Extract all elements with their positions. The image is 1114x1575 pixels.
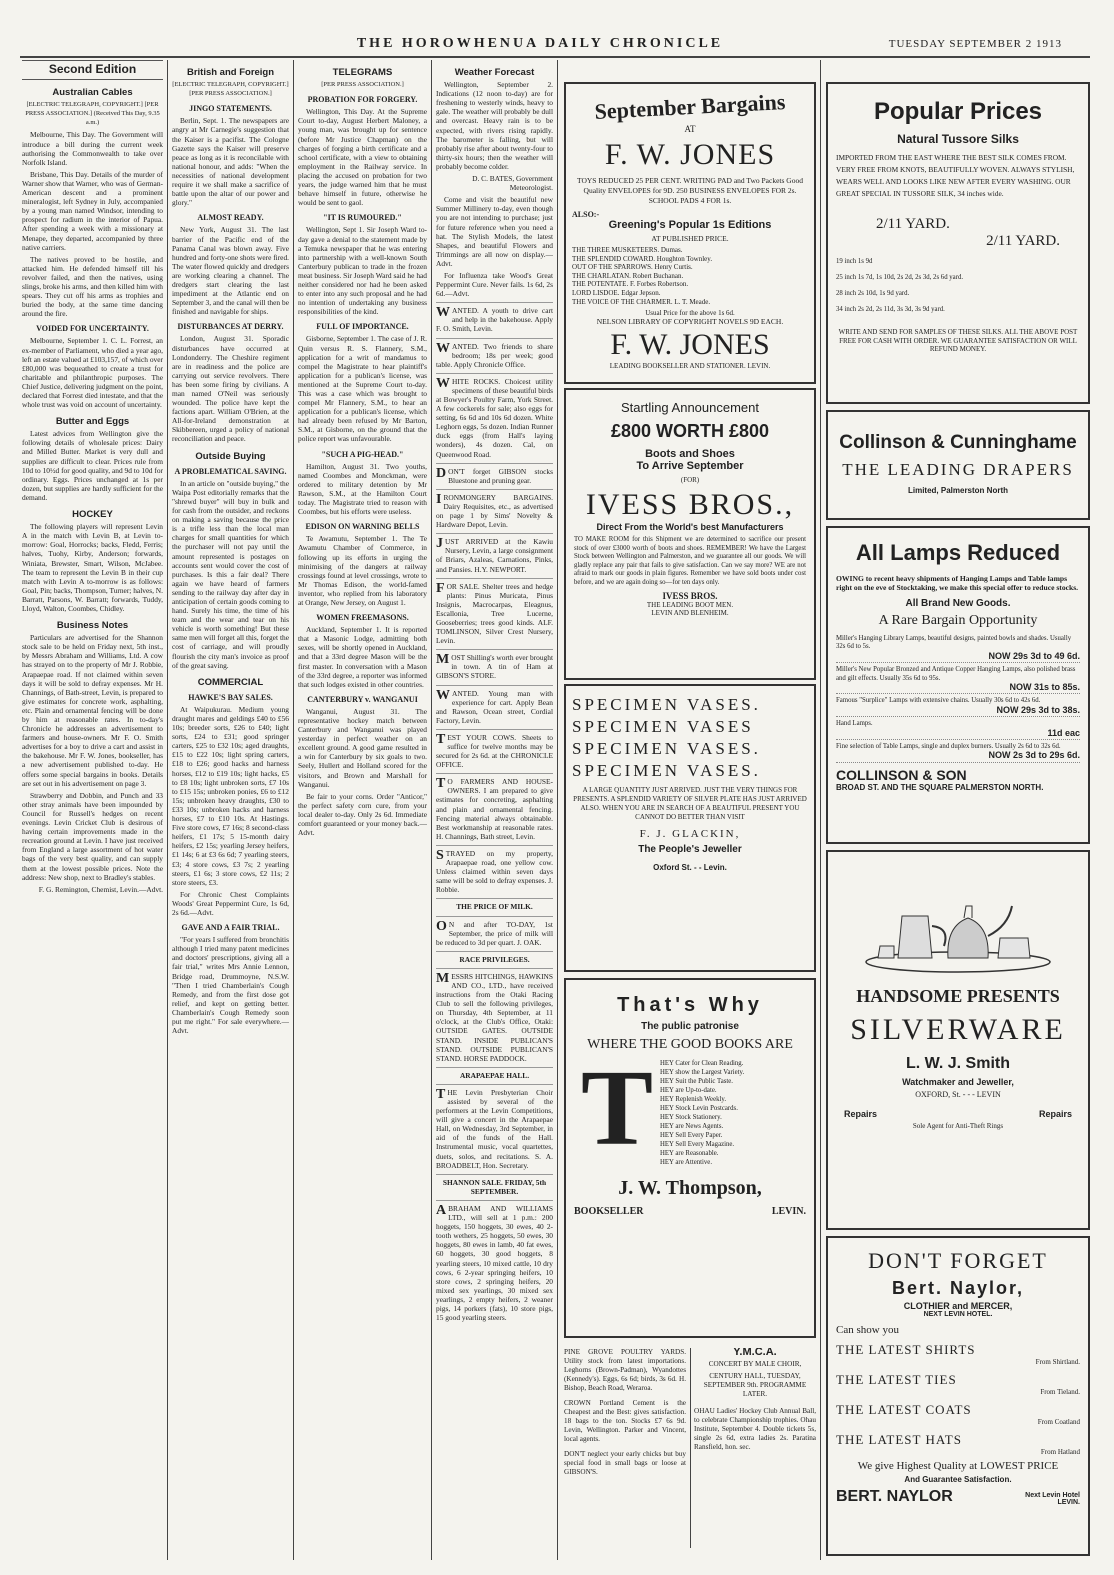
lamp-price: NOW 2s 3d to 29s 6d. (988, 750, 1080, 761)
ad-footer-left: BOOKSELLER (574, 1206, 644, 1217)
drop-cap: A (436, 1202, 447, 1218)
lamp-item (836, 666, 1080, 694)
ad-usual-price: Usual Price for the above 1s 6d. (645, 309, 735, 318)
ad-agent: Sole Agent for Anti-Theft Rings (912, 1122, 1004, 1130)
article-paragraph: In an article on "outside buying," the Waipa Post editorially remarks that the "shrewd buyer" will buy in bulk and for cash from the outsider, and reckons on making a saving because the price is a trifle less than the local man charges for small quantities for which the purchaser will not pay until the amount represented is postages on accounts sent would cover the cost of purchases. Is this a fair deal? There again we have heard of farmers sending to the railway day after day in anticipation of certain goods coming to hand. Surely his time, the time of his team and the wear and tear on his vehicle is worth something! But these same men will forget all this, forget the cost of carriage, and will proudly flourish the city man's invoice as proof of the great saving. (172, 478, 289, 670)
ad-rare: A Rare Bargain Opportunity (878, 613, 1038, 628)
classified-ad (436, 649, 553, 680)
article-paragraph: Wellington, Sept 1. Sir Joseph Ward to-day gave a denial to the statement made by a Temuka newspaper that he was entering into partnership with a well-known South Canterbury publican to trade in the frozen meat business. Sir Joseph Ward said he had neither considered nor had he been asked to enter into any such proposal and he had no intention of undertaking any business responsibilities of the kind. (298, 225, 427, 317)
feature-item: HEY are Attentive. (660, 1159, 713, 1166)
lamp-desc: Miller's New Popular Bronzed and Antique Copper Hanging Lamps, also polished brass and gilt effects. Usually 35s 6d to 95s. (836, 666, 1076, 682)
ad-price-note: AT PUBLISHED PRICE. (651, 234, 729, 243)
newspaper-title: THE HOROWHENUA DAILY CHRONICLE (356, 36, 724, 51)
lamp-item (836, 743, 1080, 763)
ad-footer: WRITE AND SEND FOR SAMPLES OF THESE SILKS. ALL THE ABOVE POST FREE FOR CASH WITH ORDER. WE GUARANTEE SATISFACTION OR WILL REFUND MONEY. (838, 328, 1078, 354)
ad-trade: Watchmaker and Jeweller, (902, 1077, 1014, 1087)
vase-line: SPECIMEN VASES. (572, 739, 761, 758)
lamp-desc: Famous "Surplice" Lamps with extensive chains. Usually 30s 6d to 42s 6d. (836, 697, 1041, 705)
ymca-body: CENTURY HALL, TUESDAY, SEPTEMBER 9th. PROGRAMME LATER. (703, 1372, 807, 1398)
article-paragraph: Gisborne, September 1. The case of J. R. Quin versus R. S. Flannery, S.M., application for a writ of mandamus to compel the Magistrate to hear plaintiff's application for a publican's license, was mentioned at the Supreme Court to-day. This was a case which was brought to compel Mr Flannery, S.M., to hear an application for a publican's license, which had already been refused by Mr Barton, S.M., at Gisborne, on the ground that the police report was unfavourable. (298, 334, 427, 444)
article-paragraph: For Chronic Chest Complaints Woods' Great Peppermint Cure, 1s 6d, 2s 6d.—Advt. (172, 889, 289, 917)
classified-heading: SHANNON SALE. FRIDAY, 5th SEPTEMBER. (442, 1177, 547, 1196)
classified-text: HE Levin Presbyterian Choir assisted by several of the performers at the Levin Competitions, will give a concert in the Arapaepae Hall, on Wednesday, 3rd September, in aid of the funds of the Hall. Instrumental music, vocal quartettes, duets, solos, and recitations. S. A. BROADBELT, Hon. Secretary. (436, 1087, 553, 1170)
subheading: "SUCH A PIG-HEAD." (321, 449, 404, 459)
ad-name: L. W. J. Smith (905, 1055, 1010, 1072)
ad-name: IVESS BROS., (585, 488, 795, 521)
classified-ad (436, 729, 553, 769)
naylor-item-label: THE LATEST COATS (836, 1402, 972, 1417)
lamp-desc: Hand Lamps. (836, 720, 873, 728)
book-title: THE SPLENDID COWARD. Houghton Townley. (572, 254, 713, 263)
repairs-row (836, 1109, 1080, 1119)
ad-intro: OWING to recent heavy shipments of Hanging Lamps and Table lamps right on the eve of Stocktaking, we make this special offer to reduce stocks. (836, 574, 1079, 592)
drop-cap: W (436, 340, 450, 356)
rate-list (836, 254, 1080, 318)
silverware-illustration (858, 866, 1058, 976)
article-paragraph: Hamilton, August 31. Two youths, named Coombes and Monckman, were ordered to military detention by Mr Rawson, S.M., at the Hamilton Court today. The Magistrate tried to reason with Coombes, but his efforts were useless. (298, 461, 427, 517)
ad-heading: DON'T FORGET (868, 1248, 1048, 1273)
classified-heading: RACE PRIVILEGES. (459, 954, 530, 964)
subheading: ALMOST READY. (197, 213, 264, 223)
ad-show: Can show you (836, 1324, 899, 1336)
rate-item: 34 inch 2s 2d, 2s 11d, 3s 3d, 3s 9d yard. (836, 306, 945, 313)
drop-cap: D (436, 465, 447, 481)
book-title: LORD LISDOE. Edgar Jepson. (572, 288, 661, 297)
article-paragraph: "For years I suffered from bronchitis although I tried many patent medicines and doctors' prescriptions, giving all a fair trial," writes Mrs Annie Lennon, Bridge road, Drummoyne, N.S.W. "Then I tried Chamberlain's Cough Remedy, and from the first dose got relief, and kept on getting better. Chamberlain's Cough Remedy soon put me right." For sale everywhere.—Advt. (172, 935, 289, 1036)
subheading: WOMEN FREEMASONS. (316, 613, 409, 623)
ad-name: F. J. GLACKIN, (639, 828, 741, 840)
subheading: HAWKE'S BAY SALES. (188, 692, 273, 702)
section-heading: British and Foreign (186, 67, 275, 78)
classified-ad (436, 845, 553, 894)
ad-heading: HANDSOME PRESENTS (856, 986, 1060, 1006)
source-line: [ELECTRIC TELEGRAPH, COPYRIGHT.] [PER PRESS ASSOCIATION.] (172, 81, 289, 98)
naylor-item (836, 1372, 1080, 1396)
book-title: OUT OF THE SPARROWS. Henry Curtis. (572, 263, 693, 272)
drop-cap: O (436, 918, 447, 934)
classified-text: ANTED. Young man with experience for cart. Apply Bean and Rawson, Ocean street, Cordial Factory, Levin. (436, 688, 553, 725)
column-rule (431, 60, 432, 1560)
section-heading: Weather Forecast (454, 67, 535, 78)
ad-worth: £800 WORTH £800 (610, 421, 770, 441)
ad-fw-jones (564, 82, 816, 384)
article-paragraph: Particulars are advertised for the Shannon stock sale to be held on Friday next, 5th inst., by Messrs Abraham and Williams, Ltd. A cow has strayed on to the property of Mr J. Robbie, Arapaepae road. If not claimed within seven days it will be sold to defray expenses. Mr H. Channings, of Bath-street, Levin, is prepared to give estimates for concrete work, asphalting, etc. Plain and ornamental fencing will be done by him at reasonable rates. In to-day's Chronicle he addresses an advertisement to farmers and house-owners. Mr F. O. Smith advertises for a boy to drive a cart and assist in the bakehouse. Mr F. W. Jones, bookseller, has a new advertisement published to-day. He offers some special bargains in books. Details are set out in his advertisement on page 3. (22, 633, 163, 788)
ad-collinson-cunninghame (826, 410, 1090, 520)
classified-ad (436, 1200, 553, 1322)
feature-item: HEY are Reasonable. (660, 1150, 719, 1157)
ad-trade: CLOTHIER and MERCER, (903, 1301, 1013, 1311)
classified-text: EST YOUR COWS. Sheets to suffice for twelve months may be secured for 2s 6d. at the CHRONICLE OFFICE. (436, 732, 553, 770)
ad-line: Boots and Shoes (645, 448, 735, 460)
classified-ad (436, 578, 553, 646)
article-paragraph: The following players will represent Levin A in the match with Levin B, at Levin to-morrow: Goal, Horrocks; backs, Fledd, Ferris; halves, Tuohy, Kirby, Anderson; forwards, Winiata, Brewster, Smart, Wilson, McJabee. The team to represent the Levin B in their cup match with Levin A to-morrow is as follows: Goal, Pin; backs, Thompson, Turner; halves, N. Barratt, Parsons, W. Barratt; forwards, Tuddy, Lloyd, Walton, Coombes, Chidley. (22, 522, 163, 613)
rate-item: 19 inch 1s 9d (836, 258, 873, 265)
drop-cap: M (436, 652, 450, 668)
bottom-ads-left (564, 1348, 686, 1548)
ad-place: Limited, Palmerston North (907, 486, 1008, 495)
classified-text: UST ARRIVED at the Kawiu Nursery, Levin, a large consignment of Briars, Azaleas, Carnations, Pinks, and Pansies. H.Y. NEWPORT. (436, 537, 553, 574)
ad-footer (574, 1206, 806, 1217)
lamp-price: NOW 29s 3d to 38s. (996, 704, 1080, 715)
article-paragraph: Brisbane, This Day. Details of the murder of Warner show that Warner, who was of German-American descent and a prominent mineralogist, left Sydney in July, accompanied by a young man named Windsor, intending to prospect for radium in the interior of Papua. After spending a week with a missionary at Menape, they departed, accompanied by three native carriers. (22, 169, 163, 252)
subheading: JINGO STATEMENTS. (189, 104, 272, 114)
classified-text: TRAYED on my property, Arapaepae road, one yellow cow. Unless claimed within seven days same will be sold to defray expenses. J. Robbie. (436, 848, 553, 895)
edition-banner (22, 60, 163, 80)
ad-lamps (826, 526, 1090, 844)
classified-ad (436, 373, 553, 459)
classified-ad (436, 1174, 553, 1196)
ad-naylor (826, 1236, 1090, 1556)
ad-footer-name: BERT. NAYLOR (836, 1488, 953, 1505)
ad-name: F. W. JONES (604, 138, 776, 171)
article-paragraph: The natives proved to be hostile, and attacked him. He defended himself till his revolver failed, and then the natives, using slings, broke his arms, and then killed him with spears. They cut off his arms as trophies and buried the body, at the same time dancing around the fire. (22, 254, 163, 319)
article-paragraph: For Influenza take Wood's Great Peppermint Cure. Never fails. 1s 6d, 2s 6d.—Advt. (436, 270, 553, 299)
classified-ad (436, 489, 553, 529)
article-paragraph: Te Awamutu, September 1. The Te Awamutu Chamber of Commerce, in following up its efforts in urging the minimising of the dangers at railway crossings found at level crossings, wrote to Mr Thomas Edison, the world-famed inventor, who replied from his laboratory at Orange, New Jersey, on August 1. (298, 534, 427, 607)
ad-heading: That's Why (617, 994, 763, 1016)
column-rule (557, 60, 558, 1560)
classified-ad (436, 898, 553, 911)
article-paragraph: Berlin, Sept. 1. The newspapers are angry at Mr Carnegie's suggestion that the Kaiser is a pacifist. The Cologne Gazette says the Kaiser will preserve peace as long as it is reconcilable with national honour, and adds: "When the necessities of national development require it we shall make a sacrifice of battle upon the altar of our power and glory." (172, 116, 289, 208)
classified-text: HITE ROCKS. Choicest utility specimens of these beautiful birds at Bowyer's Poultry Farm, York Street. A few cockerels for sale; also eggs for setting, 6s 6d and 10s 6d dozen. White Leghorn eggs, 5s dozen. Indian Runner duck eggs (from Hall's laying wonders), 4s dozen. Cal, on Queenwood Road. (436, 376, 553, 459)
lamp-desc: Fine selection of Table Lamps, single and duplex burners. Usually 2s 6d to 32s 6d. (836, 743, 1061, 751)
classified-ad (436, 463, 553, 485)
drop-cap: T (436, 776, 446, 792)
repairs-right: Repairs (1038, 1109, 1072, 1119)
ad-for: (FOR) (680, 476, 700, 484)
article-paragraph: Wellington, This Day. At the Supreme Court to-day, August Herbert Maloney, a young man, was brought up for sentence (before Mr Justice Chapman) on the charges of forging a birth certificate and a school certificate, with a view to obtaining employment in the Railway service. In placing the accused on probation for two years, the judge warned him that he must behave himself in future, otherwise he would be sent to gaol. (298, 107, 427, 208)
subheading: CANTERBURY v. WANGANUI (307, 694, 418, 704)
drop-cap: S (436, 847, 444, 863)
ad-where: WHERE THE GOOD BOOKS ARE (587, 1037, 793, 1052)
column-4 (436, 60, 553, 1560)
classified-ad (436, 338, 553, 369)
cables-heading: Australian Cables (52, 87, 133, 99)
ad-body: TO MAKE ROOM for this Shipment we are determined to sacrifice our present stock of over £3000 worth of boots and shoes. REMEMBER! We have the Largest Stock between Wellington and Palmerston, and we guarantee all our goods. We will gladly replace any pair that fails to give satisfaction. Can we say more? WE are not afraid to mark our goods in plain figures. Remember we have sold boots under cost before, and we are again doing so—for ten days only. (574, 536, 806, 586)
drop-cap: W (436, 375, 450, 391)
ad-sub: THE LEADING BOOT MEN. (646, 600, 734, 609)
article-paragraph: Come and visit the beautiful new Summer Millinery to-day, even though you are not intending to purchase; just for future reference when you need a hat. The Stylish Models, the latest Shapes, and beautiful Flowers and Trimmings are all now on display.—Advt. (436, 195, 553, 268)
ad-heading: Popular Prices (873, 98, 1043, 125)
classified-heading: THE PRICE OF MILK. (456, 902, 533, 912)
article-paragraph: Melbourne, September 1. C. L. Forrest, an ex-member of Parliament, who died a year ago, left an estate valued at £103,157, of which over £80,000 was bequeathed to create a trust for charitable and philanthropic purposes. The Chief Justice, delivering judgment on the point, declared that Forrest died intestate, and that the whole trust was void on account of uncertainty. (22, 336, 163, 410)
article-paragraph: Wanganui, August 31. The representative hockey match between Canterbury and Wanganui was played yesterday in perfect weather on an excellent ground. A good game resulted in a win for Canterbury by six goals to two. Seely, Hullert and Holland scored for the visitors, and Brown and Marshall for Wanganui. (298, 706, 427, 789)
ad-heading: Startling Announcement (620, 400, 760, 415)
lamp-price: 11d eac (1047, 727, 1080, 738)
classified-heading: ARAPAEPAE HALL. (459, 1070, 530, 1080)
feature-item: HEY Suit the Public Taste. (660, 1078, 733, 1085)
ad-price: 2/11 YARD. (876, 216, 950, 232)
ymca-sub: CONCERT BY MALE CHOIR, (708, 1360, 802, 1368)
ad-also: ALSO:- (572, 210, 600, 219)
vase-line: SPECIMEN VASES (572, 717, 754, 736)
business-heading: Business Notes (56, 620, 129, 632)
classified-ad (436, 916, 553, 947)
classified-text: OR SALE. Shelter trees and hedge plants: Pinus Muricata, Pinus Insignis, Macrocarpas, Eleagnus, Escallonia, Tree Lucerne, Gooseberries; trees good kinds. ALF. TOMLINSON, Silver Crest Nursery, Levin. (436, 581, 553, 646)
column-2 (172, 60, 289, 1560)
subheading: GAVE AND A FAIR TRIAL. (181, 923, 280, 933)
lamp-desc: Miller's Hanging Library Lamps, beautiful designs, painted bowls and shades. Usually 32s 6d to 5s. (836, 635, 1072, 651)
column-1 (22, 60, 163, 1560)
article-signature: D. C. BATES, Government Meteorologist. (472, 174, 553, 193)
article-paragraph: Latest advices from Wellington give the following details of wholesale prices: Dairy and Milled Butter. Market is very dull and supplies are difficult to clear. Prices rule from 10d to 10½d for good quality, and 9d to 10d for ordinary. Eggs. Prices unchanged at 1s per dozen, but supplies are hardly sufficient for the demand. (22, 429, 163, 502)
naylor-item-label: THE LATEST SHIRTS (836, 1342, 976, 1357)
repairs-left: Repairs (844, 1109, 878, 1119)
ad-quality: We give Highest Quality at LOWEST PRICE (857, 1460, 1059, 1472)
article-paragraph: Be fair to your corns. Order "Anticor," the perfect safety corn cure, from your local dealer to-day. Only 2s 6d. Immediate comfort guaranteed or your money back.—Advt. (298, 791, 427, 838)
ad-patronise: The public patronise (641, 1021, 739, 1032)
ad-heading2: SILVERWARE (850, 1013, 1066, 1046)
classified-text: OST Shilling's worth ever brought in town. A tin of Ham at GIBSON'S STORE. (436, 653, 553, 681)
drop-cap: I (436, 491, 442, 507)
article-paragraph: Strawberry and Dobbin, and Punch and 33 other stray animals have been impounded by Council for Russell's hedges on recent evenings. Levin Cricket Club is desirous of having certain improvements made in the recreation ground at Levin. I have just received from England a large assortment of hot water bags of the very best quality, and can supply them at the lowest possible prices. Note the address: New shop, next to Bradley's stables. (22, 790, 163, 882)
ad-paragraph: PINE GROVE POULTRY YARDS. Utility stock from latest importations. Leghorns (Brown-Padman), Wyandottes (Kennedy's). Eggs, 6s 6d; birds, 3s 6d. H. Bishop, Beach Road, Weraroa. (564, 1348, 686, 1392)
classified-ad (436, 968, 553, 1063)
ad-line: To Arrive September (636, 460, 744, 472)
vase-line: SPECIMEN VASES. (572, 761, 761, 780)
ad-paragraph: DON'T neglect your early chicks but buy special food in small bags or loose at GIBSON'S. (564, 1450, 686, 1476)
butter-heading: Butter and Eggs (55, 416, 130, 428)
naylor-item-label: THE LATEST TIES (836, 1372, 957, 1387)
feature-item: HEY are Up-to-date. (660, 1087, 717, 1094)
ad-footer-loc: Next Levin Hotel LEVIN. (1025, 1492, 1080, 1506)
drop-cap: T (436, 731, 446, 747)
article-paragraph: Auckland, September 1. It is reported that a Masonic Lodge, admitting both sexes, will be shortly opened in Auckland, and that a 33rd degree Mason will be the first master. In conversation with a Mason of the 33rd degree, a reporter was informed that such lodges existed in other countries. (298, 625, 427, 689)
ad-glackin (564, 684, 816, 972)
classified-text: O FARMERS AND HOUSE-OWNERS. I am prepared to give estimates for concreting, asphalting and plain and ornamental fencing. Fencing material always obtainable. Best workmanship at reasonable rates. H. Channings, Bath street, Levin. (436, 777, 553, 841)
rate-item: 25 inch 1s 7d, 1s 10d, 2s 2d, 2s 3d, 2s 6d yard. (836, 274, 964, 281)
naylor-item (836, 1402, 1080, 1426)
vase-line: SPECIMEN VASES. (572, 695, 761, 714)
classified-text: ON'T forget GIBSON stocks Bluestone and pruning gear. (448, 466, 553, 485)
article-paragraph: London, August 31. Sporadic disturbances have occurred at Londonderry. The Cheshire regiment are in readiness and the police are carrying out service revolvers. There has been some firing by civilians. A man named O'Neil was seriously wounded. The police have kept the factions apart. William O'Brien, at the All-for-Ireland demonstration at Skibbereen, urged a policy of national reconciliation and peace. (172, 334, 289, 444)
naylor-item (836, 1432, 1080, 1456)
vase-lines (572, 694, 808, 782)
ad-direct: Direct From the World's best Manufacturers (596, 522, 784, 532)
ad-address: Oxford St. - - Levin. (653, 863, 727, 872)
ad-tag: THE LEADING DRAPERS (842, 460, 1074, 479)
ad-ivess-bros (564, 388, 816, 680)
lamp-item (836, 720, 1080, 740)
ad-sign: IVESS BROS. (662, 590, 718, 601)
feature-item: HEY Cater for Clean Reading. (660, 1060, 744, 1067)
feature-item: HEY Stock Levin Postcards. (660, 1105, 738, 1112)
signature: F. G. Remington, Chemist, Levin.—Advt. (38, 884, 163, 894)
ad-sub: Natural Tussore Silks (897, 132, 1019, 146)
classified-text: ANTED. A youth to drive cart and help in the bakehouse. Apply F. O. Smith, Levin. (436, 306, 553, 334)
classified-ad (436, 951, 553, 964)
book-title: THE POTENTATE. F. Forbes Robertson. (572, 280, 689, 289)
ad-brand: All Brand New Goods. (905, 598, 1011, 609)
ad-thompson (564, 978, 816, 1338)
subheading: EDISON ON WARNING BELLS (305, 522, 420, 532)
ad-address: BROAD ST. AND THE SQUARE PALMERSTON NORTH. (836, 782, 1044, 792)
ad-paragraph: OHAU Ladies' Hockey Club Annual Ball, to celebrate Championship trophies. Ohau Institute, September 4. Double tickets 5s, single 2s 6d, extra ladies 2s. Paratina Ransfield, hon. sec. (694, 1407, 816, 1451)
subheading: DISTURBANCES AT DERRY. (177, 322, 284, 332)
classified-text: ANTED. Two friends to share bedroom; 18s per week; good table. Apply Chronicle Office. (436, 341, 553, 369)
classified-ad (436, 1084, 553, 1170)
naylor-item-from: From Hatland (1040, 1448, 1080, 1456)
ad-place: LEVIN AND BLENHEIM. (651, 608, 729, 617)
masthead-rule (20, 56, 1090, 58)
drop-cap: T (580, 1049, 654, 1168)
cables-source: [ELECTRIC TELEGRAPH, COPYRIGHT.] [PER PRESS ASSOCIATION.] (Received This Day, 9.35 a.m.) (25, 101, 160, 127)
naylor-item-label: THE LATEST HATS (836, 1432, 962, 1447)
lamp-price: NOW 29s 3d to 49 6d. (988, 650, 1080, 661)
lamp-price: NOW 31s to 85s. (1009, 682, 1080, 693)
ad-body: A LARGE QUANTITY JUST ARRIVED. JUST THE VERY THINGS FOR PRESENTS. A SPLENDID VARIETY OF SILVER PLATE HAS JUST ARRIVED ALSO. WHEN YOU ARE IN SEARCH OF A BEAUTIFUL PRESENT YOU CANNOT DO BETTER THAN VISIT (573, 786, 807, 821)
ad-name: Bert. Naylor, (891, 1278, 1025, 1298)
drop-cap: W (436, 687, 450, 703)
naylor-item-from: From Shirtland. (1035, 1358, 1080, 1366)
book-list (572, 246, 808, 306)
edition-heading: Second Edition (48, 62, 137, 76)
subheading: A PROBLEMATICAL SAVING. (174, 466, 287, 476)
ad-paragraph: CROWN Portland Cement is the Cheapest and the Best: gives satisfaction. 18 bags to the ton. Stocks £7 6s 9d. Levin, Wellington. Parker and Vincent, local agents. (564, 1399, 686, 1443)
ad-body: IMPORTED FROM THE EAST WHERE THE BEST SILK COMES FROM. VERY FREE FROM KNOTS, BEAUTIFULLY WOVEN. ALWAYS STYLISH, WEARS WELL AND LOOKS LIKE NEW AFTER EVERY WASHING. OUR GREAT SPECIAL IN TUSSORE SILK, 34 inches wide. (836, 153, 1075, 198)
feature-item: HEY Stock Stationery. (660, 1114, 722, 1121)
classified-text: RONMONGERY BARGAINS. Dairy Requisites, etc., as advertised on page 1 by Sims' Novelty & Hardware Depot, Levin. (436, 492, 553, 530)
feature-item: HEY Replenish Weekly. (660, 1096, 727, 1103)
subheading: PROBATION FOR FORGERY. (307, 95, 418, 105)
ad-at: AT (684, 124, 696, 134)
article-paragraph: Melbourne, This Day. The Government will introduce a bill during the current week authorising the Commonwealth to take over Norfolk Island. (22, 130, 163, 167)
hockey-heading: HOCKEY (72, 509, 113, 521)
ad-firm: COLLINSON & SON (836, 766, 967, 783)
feature-list (660, 1059, 744, 1167)
ad-name: Collinson & Cunninghame (839, 432, 1077, 453)
classified-ad (436, 685, 553, 725)
naylor-item (836, 1342, 1080, 1366)
ad-guarantee: And Guarantee Satisfaction. (904, 1475, 1012, 1484)
ad-subheading: Greening's Popular 1s Editions (608, 219, 772, 231)
drop-cap: F (436, 580, 445, 596)
ad-heading: All Lamps Reduced (855, 540, 1061, 565)
naylor-list (836, 1342, 1080, 1456)
bottom-ads-right (694, 1348, 816, 1548)
drop-cap: W (436, 305, 450, 321)
book-title: THE THREE MUSKETEERS. Dumas. (572, 246, 683, 254)
drop-cap: M (436, 970, 450, 986)
feature-item: HEY show the Largest Variety. (660, 1069, 745, 1076)
drop-cap: J (436, 536, 443, 552)
ad-address: OXFORD, St. - - - LEVIN (915, 1090, 1001, 1099)
article-paragraph: Wellington, September 2. Indications (12 noon to-day) are for freshening to westerly winds, heavy to gale. The weather will probably be dull and overcast. Heavy rain is to be expected, with rivers rising rapidly. The barometer is falling, but will probably rise after about twenty-four to thirty-six hours; then the weather will probably become colder. (436, 80, 553, 171)
book-title: THE VOICE OF THE CHARMER. L. T. Meade. (572, 297, 711, 306)
ad-nelson: NELSON LIBRARY OF COPYRIGHT NOVELS 9D EACH. (596, 317, 784, 327)
subheading: VOIDED FOR UNCERTAINTY. (36, 324, 149, 334)
ad-offer: TOYS REDUCED 25 PER CENT. WRITING PAD and Two Packets Good Quality ENVELOPES for 9D. 250 BUSINESS ENVELOPES FOR 2s. SCHOOL PADS 4 FOR 1s. (577, 176, 803, 205)
ad-footer-right: LEVIN. (771, 1206, 806, 1217)
rate-item: 28 inch 2s 10d, 1s 9d yard. (836, 290, 910, 297)
section-heading: TELEGRAMS (332, 67, 393, 78)
ad-heading: September Bargains (594, 89, 786, 124)
section-heading: COMMERCIAL (197, 676, 264, 688)
feature-item: HEY Sell Every Magazine. (660, 1141, 735, 1148)
section-heading: Outside Buying (195, 450, 266, 462)
ad-name: J. W. Thompson, (618, 1177, 762, 1199)
ad-smith-silverware (826, 850, 1090, 1230)
classified-ad (436, 533, 553, 573)
source-line: [PER PRESS ASSOCIATION.] (321, 81, 404, 89)
naylor-item-from: From Coatland (1037, 1418, 1080, 1426)
ad-tag: The People's Jeweller (638, 844, 742, 855)
masthead (0, 0, 1114, 58)
classified-ad (436, 302, 553, 333)
column-rule (293, 60, 294, 1560)
lamp-item (836, 635, 1080, 663)
ad-footer: LEADING BOOKSELLER AND STATIONER. LEVIN. (609, 362, 771, 371)
column-rule (690, 1348, 691, 1548)
classified-ad (436, 1067, 553, 1080)
lamp-item (836, 697, 1080, 717)
lamp-list (836, 635, 1080, 763)
ymca-title: Y.M.C.A. (733, 1348, 777, 1358)
issue-date: TUESDAY SEPTEMBER 2 1913 (888, 38, 1062, 50)
ad-footer-name: F. W. JONES (610, 328, 770, 362)
classified-ads (436, 302, 553, 1322)
subheading: FULL OF IMPORTANCE. (316, 322, 409, 332)
classified-ad (436, 773, 553, 841)
feature-item: HEY Sell Every Paper. (660, 1132, 723, 1139)
ad-tussore (826, 82, 1090, 404)
subheading: "IT IS RUMOURED." (323, 213, 402, 223)
article-paragraph: At Waipukurau. Medium young draught mares and geldings £40 to £56 10s; breeder sorts, £26 to £40; light sorts, £24 to £31; good springer carters, £25 to £32 10s; aged draughts, £15 to £22 10s; light spring carters, £18 to £26; good hacks and harness horses, £12 to £19 10s; light hacks, £5 to £8 10s; light unbroken sorts, £7 10s to £15 15s; unbroken ponies, £6 to £12 15s; unbroken heavy draughts, £30 to £33 10s; unbroken hacks and harness horses, £7 to £10 10s. At Hastings. Five store cows, £7 16s; 8 second-class heifers, £1 17s; 5 15-month dairy heifers, £2 15s; yearling Jersey heifers, £1 14s; 6 at £3 6s 6d; 7 yearling steers, £3; 4 store cows, £3 7s; 2 yearling steers, £1 6s; 3 store cows, £2 11s; 2 store steers, £3. (172, 704, 289, 887)
drop-cap: T (436, 1086, 446, 1102)
book-title: THE CHARLATAN. Robert Buchanan. (572, 271, 684, 280)
feature-item: HEY are News Agents. (660, 1123, 724, 1130)
classified-text: N and after TO-DAY, 1st September, the price of milk will be reduced to 3d per quart. J. OAK. (436, 919, 553, 947)
ad-footer (836, 1488, 1080, 1506)
classified-text: ESSRS HITCHINGS, HAWKINS AND CO., LTD., have received instructions from the Otaki Racing Club to sell the following privileges, on Thursday, 4th September, at 11 o'clock, at the Club's Office, Otaki: OUTSIDE GATES. OUTSIDE STAND. INSIDE PUBLICAN'S STAND. OUTSIDE PUBLICAN'S STAND. HORSE PADDOCK. (436, 971, 553, 1063)
classified-text: BRAHAM AND WILLIAMS LTD., will sell at 1 p.m.: 200 hoggets, 150 hoggets, 30 ewes, 40 2-tooth wethers, 25 hoggets, 50 ewes, 30 hoggets, 80 ewes in lamb, 40 fat ewes, 60 hoggets, 30 good hoggets, 8 yearling steers, 10 mixed cattle, 10 dry cows, 6 2-year springing heifers, 10 store cows, 2 springing heifers, 20 mixed sex yearlings, 30 mixed sex yearlings, 2 empty heifers, 2 weaner pigs, 14 porkers (fats), 10 store pigs, 15 good yearling steers. (436, 1203, 553, 1323)
article-paragraph: New York, August 31. The last barrier of the Pacific end of the Panama Canal was blown away. Five hundred and forty-one shots were fired. The water flowed quickly and dredgers are working clearing a channel. The dredgers start clearing the last impediment at the Atlantic end on September 3, and the canal will then be finished and navigable for ships. (172, 225, 289, 317)
ad-location: NEXT LEVIN HOTEL. (923, 1311, 993, 1318)
naylor-item-from: From Tieland. (1040, 1388, 1080, 1396)
ad-price: 2/11 YARD. (986, 233, 1060, 249)
ad-list-block (574, 1049, 806, 1168)
column-3 (298, 60, 427, 1560)
column-rule (820, 60, 821, 1560)
column-rule (167, 60, 168, 1560)
